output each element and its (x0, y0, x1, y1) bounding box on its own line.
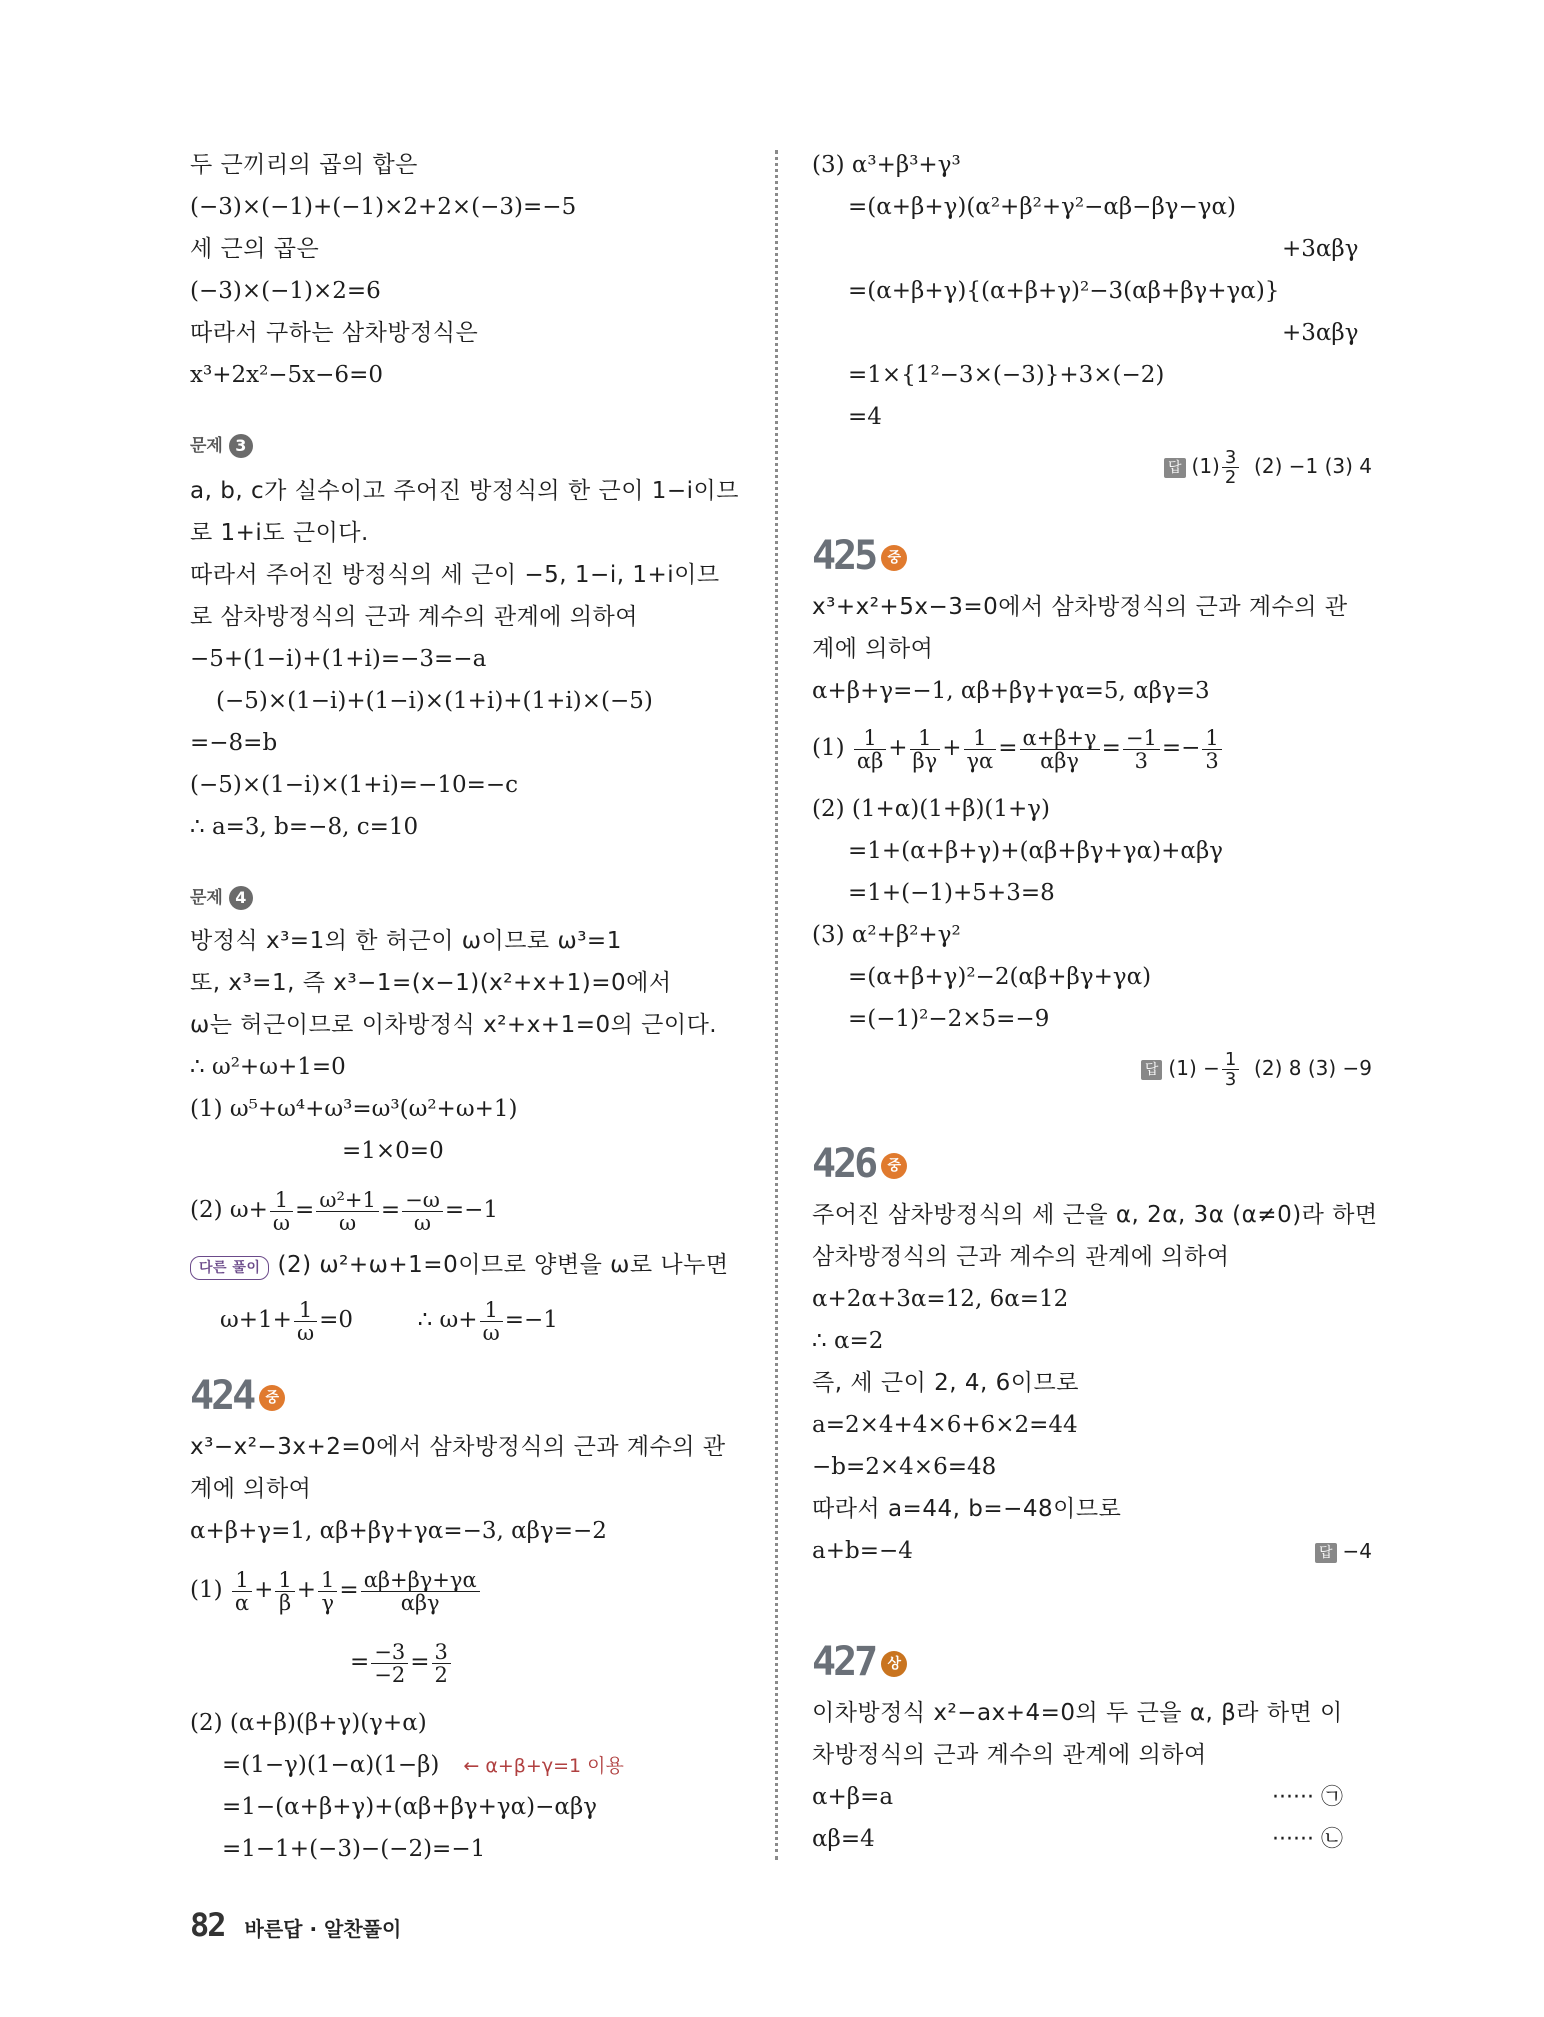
math-line: ∴ α=2 (812, 1328, 884, 1354)
math-line: (2) (1+α)(1+β)(1+γ) (812, 796, 1051, 822)
math-line: x³+2x²−5x−6=0 (190, 362, 383, 388)
problem-426-heading (812, 1140, 907, 1188)
math-line: +3αβγ (1282, 320, 1359, 346)
math-line: a=2×4+4×6+6×2=44 (812, 1412, 1078, 1438)
expr-prefix: ∴ ω+ (417, 1307, 478, 1333)
math-line: =1×0=0 (342, 1138, 444, 1164)
text-line: 계에 의하여 (812, 636, 934, 662)
problem-425-heading (812, 532, 907, 580)
denominator: ω (272, 1210, 291, 1235)
text-line: 따라서 a=44, b=−48이므로 (812, 1496, 1122, 1522)
equals-negative: =− (1161, 735, 1201, 761)
text-line: 즉, 세 근이 2, 4, 6이므로 (812, 1370, 1079, 1396)
denominator: ω (339, 1210, 357, 1235)
numerator: 1 (270, 1189, 293, 1212)
answer-part: (1) (1191, 454, 1220, 478)
expr-tail: =−1 (444, 1197, 499, 1223)
numerator: 1 (1222, 1050, 1239, 1070)
denominator: −2 (374, 1662, 406, 1687)
math-line: αβ=4 (812, 1826, 875, 1852)
fraction (480, 1299, 503, 1344)
text-line: 또, x³=1, 즉 x³−1=(x−1)(x²+x+1)=0에서 (190, 970, 672, 996)
equals: = (998, 735, 1018, 761)
denominator: 3 (1134, 748, 1149, 773)
problem-number: 426 (812, 1141, 876, 1187)
math-line: =−8=b (190, 730, 278, 756)
numerator: 1 (964, 727, 997, 750)
expr-tail: =0 (319, 1307, 353, 1333)
math-line: α+β+γ=1, αβ+βγ+γα=−3, αβγ=−2 (190, 1518, 607, 1544)
math-line: (3) α²+β²+γ² (812, 922, 961, 948)
math-line: a+b=−4 (812, 1538, 913, 1564)
math-line: ∴ ω²+ω+1=0 (190, 1054, 346, 1080)
denominator: βγ (912, 748, 938, 773)
text-line: 따라서 주어진 방정식의 세 근이 −5, 1−i, 1+i이므 (190, 562, 720, 588)
numerator: 1 (854, 727, 886, 750)
problem-number: 424 (190, 1373, 254, 1419)
math-line: =(α+β+γ)²−2(αβ+βγ+γα) (848, 964, 1152, 990)
denominator: αβ (856, 748, 884, 773)
text-line: 따라서 구하는 삼차방정식은 (190, 320, 479, 346)
math-line: =(α+β+γ)(α²+β²+γ²−αβ−βγ−γα) (848, 194, 1237, 220)
text-line: 로 삼차방정식의 근과 계수의 관계에 의하여 (190, 604, 638, 630)
math-line: α+2α+3α=12, 6α=12 (812, 1286, 1069, 1312)
math-line: (−3)×(−1)+(−1)×2+2×(−3)=−5 (190, 194, 577, 220)
plus: + (888, 735, 908, 761)
answer-rest: (2) 8 (3) −9 (1254, 1056, 1372, 1080)
denominator: γ (321, 1590, 334, 1615)
other-solution-text: (2) ω²+ω+1=0이므로 양변을 ω로 나누면 (277, 1252, 729, 1278)
denominator: αβγ (400, 1590, 440, 1615)
fraction (910, 727, 941, 772)
fraction (1123, 727, 1160, 772)
problem-number-badge: 4 (229, 886, 253, 910)
problem-3-label (190, 432, 253, 460)
column-divider (775, 150, 778, 1860)
math-line: −b=2×4×6=48 (812, 1454, 997, 1480)
fraction (316, 1189, 379, 1234)
numerator: αβ+βγ+γα (361, 1569, 480, 1592)
math-line: ∴ a=3, b=−8, c=10 (190, 814, 419, 840)
answer-425 (1141, 1040, 1372, 1096)
math-line: (2) (α+β)(β+γ)(γ+α) (190, 1710, 427, 1736)
fraction (1222, 448, 1239, 487)
math-line: +3αβγ (1282, 236, 1359, 262)
expr-tail: =−1 (504, 1307, 558, 1333)
problem-4-label (190, 884, 253, 912)
denominator: ω (413, 1210, 432, 1235)
math-line: (3) α³+β³+γ³ (812, 152, 961, 178)
difficulty-badge: 중 (881, 1153, 907, 1179)
math-line: (−3)×(−1)×2=6 (190, 278, 381, 304)
difficulty-badge: 중 (881, 545, 907, 571)
answer-tag: 답 (1141, 1060, 1163, 1080)
math-line (222, 1750, 624, 1780)
answer-426 (1315, 1531, 1372, 1571)
denominator: 2 (1224, 467, 1237, 488)
page-number: 82 (190, 1906, 225, 1944)
math-line: α+β=a (812, 1784, 894, 1810)
expr-prefix: ω+1+ (220, 1307, 292, 1333)
numerator: 3 (1222, 448, 1239, 468)
answer-tag: 답 (1164, 458, 1186, 478)
math-line: (−5)×(1−i)+(1−i)×(1+i)+(1+i)×(−5) (216, 688, 653, 714)
math-line: =1+(α+β+γ)+(αβ+βγ+γα)+αβγ (848, 838, 1223, 864)
part-label: (1) (812, 735, 845, 761)
expr-prefix: (2) ω+ (190, 1197, 268, 1223)
other-solution-tag: 다른 풀이 (190, 1256, 269, 1280)
math-line: =1×{1²−3×(−3)}+3×(−2) (848, 362, 1165, 388)
numerator: 1 (294, 1299, 317, 1322)
problem-label-text: 문제 (190, 436, 223, 456)
problem-number-badge: 3 (229, 434, 253, 458)
plus: + (296, 1577, 317, 1603)
numerator: 1 (910, 727, 941, 750)
text-line: 방정식 x³=1의 한 허근이 ω이므로 ω³=1 (190, 928, 622, 954)
fraction (854, 727, 886, 772)
fraction (1020, 727, 1100, 772)
math-line: =1−1+(−3)−(−2)=−1 (222, 1836, 486, 1862)
text-line: a, b, c가 실수이고 주어진 방정식의 한 근이 1−i이므 (190, 478, 739, 504)
numerator: −3 (371, 1641, 408, 1664)
math-expr: =(1−γ)(1−α)(1−β) (222, 1752, 440, 1778)
fraction (294, 1299, 317, 1344)
math-line: =1+(−1)+5+3=8 (848, 880, 1055, 906)
denominator: 3 (1205, 748, 1219, 773)
text-line: 세 근의 곱은 (190, 236, 320, 262)
fraction (1222, 1050, 1239, 1089)
problem-label-text: 문제 (190, 888, 223, 908)
text-line: 이차방정식 x²−ax+4=0의 두 근을 α, β라 하면 이 (812, 1700, 1343, 1726)
fraction (232, 1569, 252, 1614)
mark-text: ······ ㉡ (1272, 1827, 1343, 1852)
answer-423 (1164, 438, 1372, 494)
plus: + (254, 1577, 274, 1603)
math-line: (−5)×(1−i)×(1+i)=−10=−c (190, 772, 519, 798)
text-line: 로 1+i도 근이다. (190, 520, 369, 546)
denominator: ω (482, 1320, 500, 1345)
fraction (318, 1569, 337, 1614)
denominator: 2 (434, 1662, 448, 1687)
numerator: −ω (402, 1189, 443, 1212)
equation-mark (1272, 1824, 1343, 1854)
answer-value: −4 (1342, 1539, 1372, 1563)
denominator: β (278, 1590, 292, 1615)
margin-note: ← α+β+γ=1 이용 (463, 1755, 624, 1777)
footer-title: 바른답 · 알찬풀이 (244, 1917, 402, 1941)
math-line: −5+(1−i)+(1+i)=−3=−a (190, 646, 487, 672)
q424-part1 (190, 1562, 482, 1618)
mark-text: ······ ㉠ (1272, 1785, 1343, 1810)
fraction (964, 727, 997, 772)
numerator: 1 (480, 1299, 503, 1322)
answer-rest: (2) −1 (3) 4 (1254, 454, 1372, 478)
numerator: α+β+γ (1020, 727, 1100, 750)
text-line: 주어진 삼차방정식의 세 근을 α, 2α, 3α (α≠0)라 하면 (812, 1202, 1378, 1228)
problem-number: 427 (812, 1639, 876, 1685)
math-line: =(α+β+γ){(α+β+γ)²−3(αβ+βγ+γα)} (848, 278, 1280, 304)
numerator: 3 (432, 1641, 451, 1664)
equation-mark (1272, 1782, 1343, 1812)
answer-tag: 답 (1315, 1543, 1337, 1563)
other-solution-math (220, 1294, 558, 1346)
equals: = (350, 1649, 370, 1675)
numerator: −1 (1123, 727, 1160, 750)
text-line: 두 근끼리의 곱의 합은 (190, 152, 418, 178)
fraction (371, 1641, 408, 1686)
fraction (270, 1189, 293, 1234)
page-footer (190, 1905, 401, 1945)
text-line: x³−x²−3x+2=0에서 삼차방정식의 근과 계수의 관 (190, 1434, 726, 1460)
denominator: 3 (1224, 1069, 1237, 1090)
math-line: =1−(α+β+γ)+(αβ+βγ+γα)−αβγ (222, 1794, 597, 1820)
numerator: 1 (318, 1569, 337, 1592)
equals: = (410, 1649, 430, 1675)
math-line: =(−1)²−2×5=−9 (848, 1006, 1050, 1032)
problem-424-heading (190, 1372, 285, 1420)
equals: = (1101, 735, 1121, 761)
q424-part1-result (350, 1634, 453, 1690)
numerator: 1 (232, 1569, 252, 1592)
difficulty-badge: 상 (881, 1651, 907, 1677)
denominator: α (234, 1590, 250, 1615)
equals: = (295, 1197, 315, 1223)
denominator: αβγ (1040, 748, 1079, 773)
numerator: 1 (1202, 727, 1221, 750)
plus: + (942, 735, 962, 761)
fraction (432, 1641, 451, 1686)
p4-part2-line (190, 1184, 498, 1236)
fraction (1202, 727, 1221, 772)
equals: = (339, 1577, 359, 1603)
numerator: 1 (275, 1569, 294, 1592)
text-line: 계에 의하여 (190, 1476, 312, 1502)
text-line: x³+x²+5x−3=0에서 삼차방정식의 근과 계수의 관 (812, 594, 1348, 620)
difficulty-badge: 중 (259, 1385, 285, 1411)
denominator: ω (296, 1320, 315, 1345)
math-line: α+β+γ=−1, αβ+βγ+γα=5, αβγ=3 (812, 678, 1210, 704)
answer-part: (1) − (1168, 1056, 1220, 1080)
numerator: ω²+1 (316, 1189, 379, 1212)
other-solution-line (190, 1250, 729, 1280)
fraction (402, 1189, 443, 1234)
q425-part1 (812, 720, 1224, 776)
part-label: (1) (190, 1577, 223, 1603)
equals: = (380, 1197, 401, 1223)
math-line: (1) ω⁵+ω⁴+ω³=ω³(ω²+ω+1) (190, 1096, 518, 1122)
problem-number: 425 (812, 533, 876, 579)
fraction (361, 1569, 480, 1614)
text-line: 차방정식의 근과 계수의 관계에 의하여 (812, 1742, 1207, 1768)
text-line: 삼차방정식의 근과 계수의 관계에 의하여 (812, 1244, 1230, 1270)
math-line: =4 (848, 404, 882, 430)
problem-427-heading (812, 1638, 907, 1686)
fraction (275, 1569, 294, 1614)
denominator: γα (966, 748, 994, 773)
text-line: ω는 허근이므로 이차방정식 x²+x+1=0의 근이다. (190, 1012, 718, 1038)
